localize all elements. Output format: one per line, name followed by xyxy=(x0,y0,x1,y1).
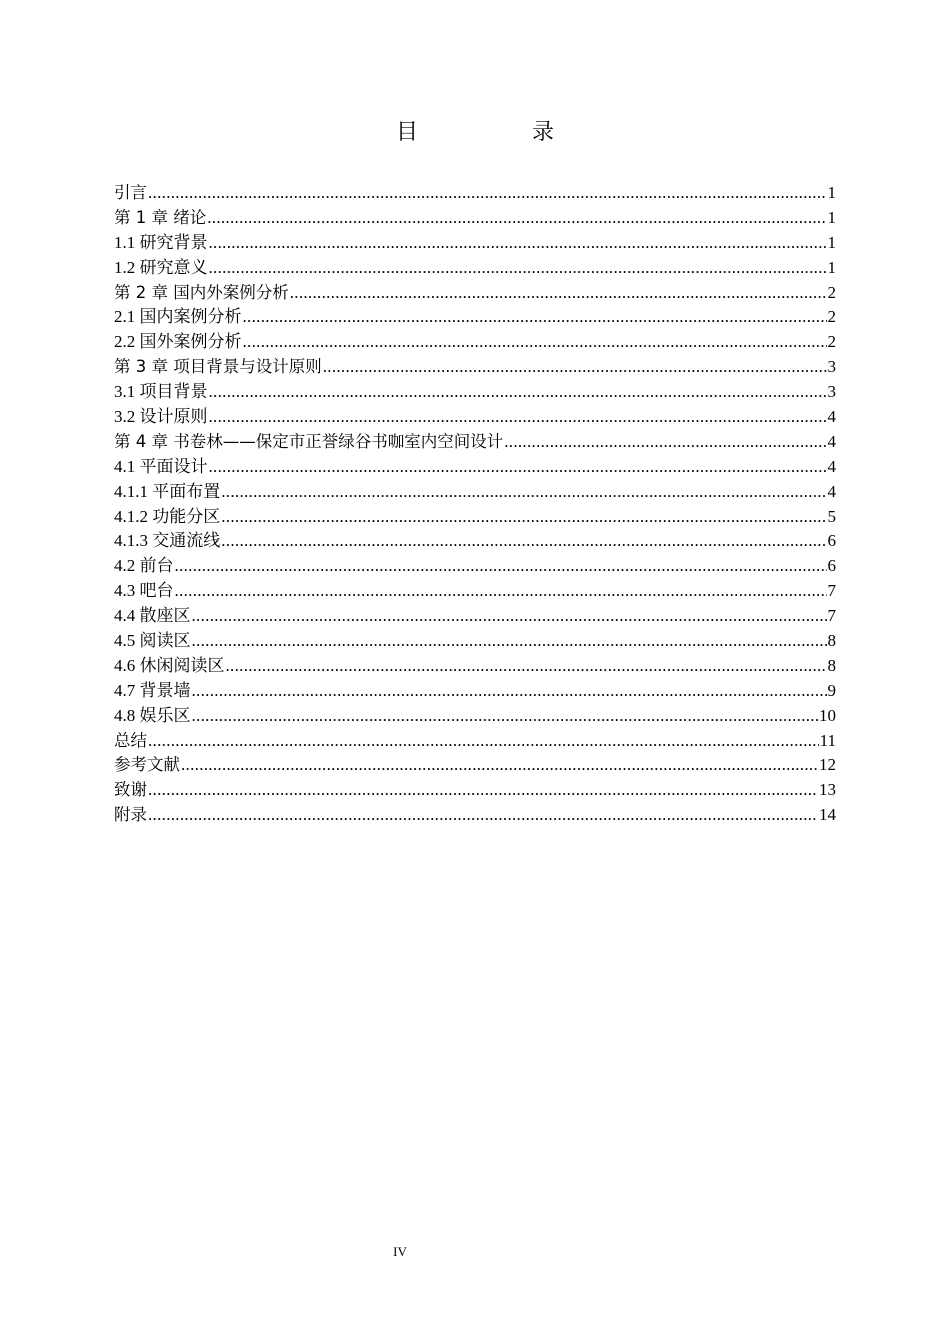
toc-entry-label: 第 2 章 国内外案例分析 xyxy=(114,282,289,302)
toc-entry[interactable] xyxy=(114,579,836,604)
toc-entry[interactable] xyxy=(114,505,836,530)
dot-leader xyxy=(209,380,827,405)
toc-entry-page-number: 8 xyxy=(827,655,836,675)
dot-leader xyxy=(209,455,827,480)
toc-entry[interactable] xyxy=(114,256,836,281)
toc-entry-page-number: 2 xyxy=(827,282,836,302)
toc-entry-page-number: 9 xyxy=(827,680,836,700)
toc-entry-label: 2.2 国外案例分析 xyxy=(114,332,242,352)
toc-entry-page-number: 3 xyxy=(827,382,836,402)
toc-entry-page-number: 14 xyxy=(819,805,836,825)
toc-entry-page-number: 6 xyxy=(827,531,836,551)
toc-entry-page-number: 4 xyxy=(827,431,836,451)
toc-entry[interactable] xyxy=(114,629,836,654)
dot-leader xyxy=(148,803,818,828)
toc-entry[interactable] xyxy=(114,380,836,405)
toc-entry-label: 4.5 阅读区 xyxy=(114,631,191,651)
toc-entry[interactable] xyxy=(114,803,836,828)
toc-entry-label: 第 3 章 项目背景与设计原则 xyxy=(114,357,322,377)
toc-entry[interactable] xyxy=(114,729,836,754)
toc-entry[interactable] xyxy=(114,529,836,554)
dot-leader xyxy=(221,505,826,530)
toc-entry-label: 4.6 休闲阅读区 xyxy=(114,655,225,675)
toc-entry-label: 4.1 平面设计 xyxy=(114,456,208,476)
dot-leader xyxy=(209,405,827,430)
dot-leader xyxy=(148,181,827,206)
toc-entry-label: 附录 xyxy=(114,805,147,825)
toc-entry-page-number: 1 xyxy=(827,257,836,277)
dot-leader xyxy=(290,281,827,306)
dot-leader xyxy=(207,206,826,231)
toc-entry-page-number: 3 xyxy=(827,357,836,377)
toc-entry-page-number: 5 xyxy=(827,506,836,526)
toc-entry-label: 参考文献 xyxy=(114,755,180,775)
toc-entry[interactable] xyxy=(114,206,836,231)
dot-leader xyxy=(243,330,827,355)
toc-entry-label: 2.1 国内案例分析 xyxy=(114,307,242,327)
toc-entry-page-number: 7 xyxy=(827,606,836,626)
toc-entry-page-number: 2 xyxy=(827,307,836,327)
toc-entry[interactable] xyxy=(114,430,836,455)
toc-entry-page-number: 8 xyxy=(827,631,836,651)
toc-entry[interactable] xyxy=(114,455,836,480)
page-number: IV xyxy=(393,1244,407,1259)
table-of-contents xyxy=(114,181,836,828)
toc-entry[interactable] xyxy=(114,679,836,704)
toc-entry-label: 1.2 研究意义 xyxy=(114,257,208,277)
dot-leader xyxy=(148,729,819,754)
dot-leader xyxy=(504,430,826,455)
toc-entry-label: 第 1 章 绪论 xyxy=(114,207,207,227)
toc-entry-label: 3.2 设计原则 xyxy=(114,407,208,427)
dot-leader xyxy=(209,231,827,256)
dot-leader xyxy=(323,355,827,380)
toc-entry-page-number: 4 xyxy=(827,456,836,476)
toc-entry-label: 4.7 背景墙 xyxy=(114,680,191,700)
toc-entry-page-number: 11 xyxy=(819,730,836,750)
toc-entry-page-number: 6 xyxy=(827,556,836,576)
toc-entry[interactable] xyxy=(114,704,836,729)
toc-entry[interactable] xyxy=(114,231,836,256)
toc-entry[interactable] xyxy=(114,554,836,579)
dot-leader xyxy=(175,554,827,579)
toc-entry-label: 4.4 散座区 xyxy=(114,606,191,626)
toc-entry[interactable] xyxy=(114,654,836,679)
toc-entry[interactable] xyxy=(114,405,836,430)
dot-leader xyxy=(148,778,818,803)
toc-entry-label: 4.1.1 平面布置 xyxy=(114,481,221,501)
toc-entry-label: 第 4 章 书卷林——保定市正誉绿谷书咖室内空间设计 xyxy=(114,431,504,451)
toc-entry-label: 4.1.3 交通流线 xyxy=(114,531,221,551)
dot-leader xyxy=(226,654,827,679)
toc-entry-label: 引言 xyxy=(114,183,147,202)
dot-leader xyxy=(221,480,826,505)
dot-leader xyxy=(209,256,827,281)
toc-entry[interactable] xyxy=(114,330,836,355)
toc-entry-label: 4.8 娱乐区 xyxy=(114,705,191,725)
toc-entry-label: 致谢 xyxy=(114,780,147,800)
toc-entry-label: 总结 xyxy=(114,730,147,750)
toc-entry-page-number: 1 xyxy=(827,232,836,252)
toc-entry-page-number: 1 xyxy=(827,183,836,202)
toc-entry[interactable] xyxy=(114,355,836,380)
toc-entry[interactable] xyxy=(114,753,836,778)
dot-leader xyxy=(181,753,818,778)
toc-entry-page-number: 4 xyxy=(827,407,836,427)
toc-entry-page-number: 10 xyxy=(819,705,836,725)
toc-entry[interactable] xyxy=(114,778,836,803)
toc-entry-label: 4.1.2 功能分区 xyxy=(114,506,221,526)
toc-entry-label: 4.3 吧台 xyxy=(114,581,174,601)
dot-leader xyxy=(192,679,827,704)
dot-leader xyxy=(175,579,827,604)
toc-entry-label: 1.1 研究背景 xyxy=(114,232,208,252)
toc-title: 目 录 xyxy=(395,120,600,145)
toc-entry[interactable] xyxy=(114,480,836,505)
toc-entry[interactable] xyxy=(114,181,836,206)
toc-entry[interactable] xyxy=(114,604,836,629)
toc-entry-page-number: 2 xyxy=(827,332,836,352)
toc-entry[interactable] xyxy=(114,305,836,330)
dot-leader xyxy=(221,529,826,554)
dot-leader xyxy=(192,704,819,729)
toc-entry-page-number: 4 xyxy=(827,481,836,501)
toc-entry-label: 4.2 前台 xyxy=(114,556,174,576)
toc-entry[interactable] xyxy=(114,281,836,306)
toc-entry-label: 3.1 项目背景 xyxy=(114,382,208,402)
dot-leader xyxy=(243,305,827,330)
toc-entry-page-number: 12 xyxy=(819,755,836,775)
toc-entry-page-number: 13 xyxy=(819,780,836,800)
dot-leader xyxy=(192,604,827,629)
toc-entry-page-number: 7 xyxy=(827,581,836,601)
dot-leader xyxy=(192,629,827,654)
toc-entry-page-number: 1 xyxy=(827,207,836,227)
